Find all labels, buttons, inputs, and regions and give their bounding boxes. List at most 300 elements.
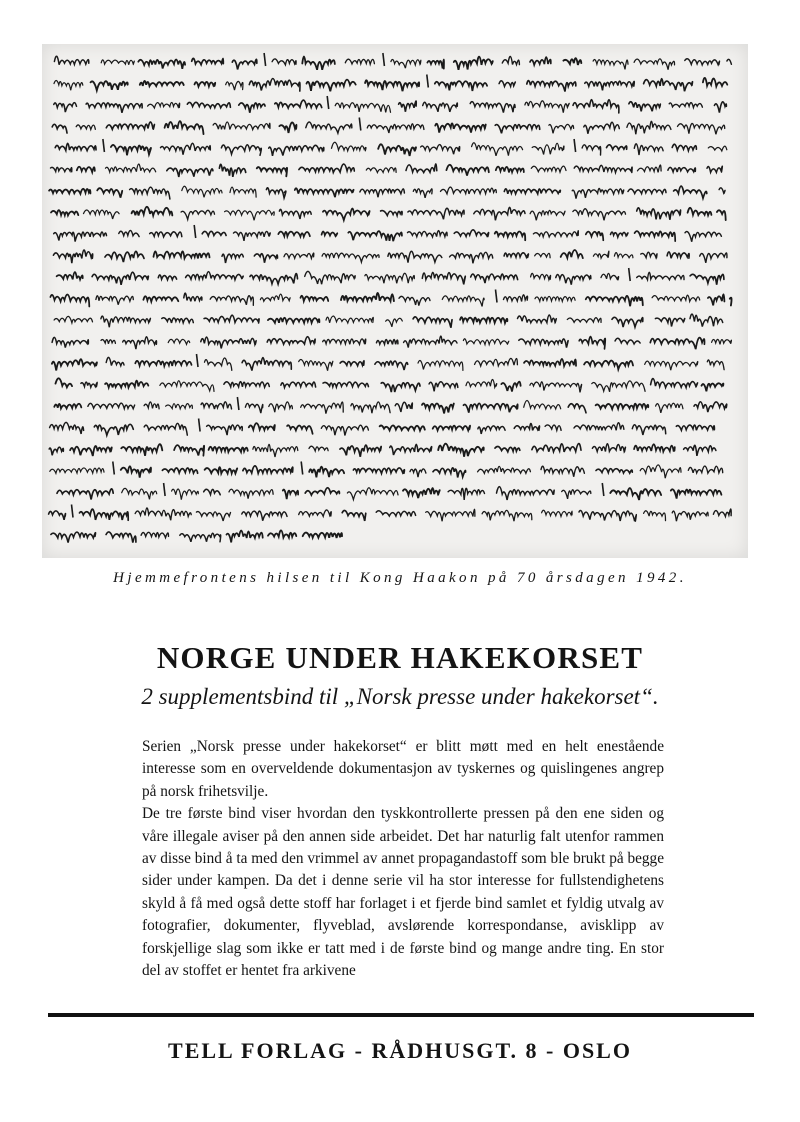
handwritten-word — [423, 102, 458, 112]
handwritten-word — [367, 124, 424, 133]
handwritten-word — [260, 294, 290, 301]
handwritten-word — [123, 337, 157, 349]
handwritten-word — [299, 360, 333, 371]
handwritten-word — [106, 164, 156, 172]
handwritten-word — [225, 210, 275, 220]
handwritten-word — [586, 296, 643, 306]
handwritten-word — [730, 298, 732, 306]
handwritten-word — [205, 467, 238, 473]
handwritten-word — [614, 253, 633, 258]
handwritten-word — [470, 102, 515, 113]
handwritten-word — [717, 210, 726, 220]
handwritten-word — [406, 164, 437, 173]
handwritten-word — [482, 510, 532, 521]
handwritten-word — [435, 123, 485, 132]
handwritten-word — [442, 296, 484, 307]
handwritten-word — [323, 382, 368, 387]
handwritten-word — [472, 143, 523, 156]
handwritten-word — [295, 188, 354, 197]
handwritten-word — [106, 532, 136, 543]
handwritten-word — [651, 379, 698, 388]
handwritten-word — [464, 403, 518, 412]
handwritten-word — [230, 187, 256, 197]
handwritten-word — [105, 251, 144, 262]
handwritten-word — [309, 467, 344, 478]
handwritten-word — [322, 231, 338, 236]
handwritten-word — [201, 402, 231, 409]
handwritten-word — [579, 510, 636, 521]
handwritten-word — [645, 361, 698, 370]
handwritten-word — [584, 122, 620, 133]
handwritten-word — [242, 511, 287, 521]
handwritten-word — [380, 425, 425, 430]
handwritten-word — [669, 103, 702, 108]
handwritten-word — [582, 145, 601, 155]
handwritten-word — [713, 509, 731, 516]
handwritten-word — [525, 101, 569, 113]
handwritten-word — [201, 337, 256, 348]
handwritten-word — [70, 446, 112, 456]
handwritten-word — [532, 143, 564, 154]
handwritten-word — [450, 252, 493, 263]
handwritten-word — [573, 209, 626, 221]
handwritten-word — [55, 143, 96, 150]
handwritten-mark — [383, 53, 385, 66]
handwritten-word — [57, 489, 113, 500]
handwritten-word — [532, 444, 581, 452]
handwritten-word — [340, 361, 364, 366]
handwritten-word — [593, 60, 628, 70]
handwritten-word — [187, 102, 230, 108]
handwritten-word — [94, 424, 133, 435]
handwritten-word — [391, 59, 421, 68]
handwritten-word — [227, 531, 263, 543]
handwritten-word — [395, 402, 412, 412]
handwritten-word — [448, 488, 484, 500]
handwritten-word — [106, 357, 124, 365]
handwritten-word — [667, 252, 689, 258]
handwritten-word — [586, 232, 604, 241]
handwritten-word — [332, 142, 366, 151]
handwritten-word — [573, 100, 619, 113]
handwritten-word — [719, 188, 725, 194]
handwritten-word — [242, 358, 291, 371]
handwritten-word — [413, 317, 452, 328]
handwritten-word — [495, 125, 540, 134]
handwritten-mark — [629, 268, 631, 281]
handwritten-word — [299, 164, 354, 172]
handwritten-word — [386, 318, 403, 326]
handwritten-word — [250, 274, 298, 284]
handwritten-word — [707, 166, 722, 172]
handwritten-mark — [237, 397, 239, 410]
handwritten-word — [562, 490, 591, 499]
handwritten-word — [88, 403, 135, 409]
handwritten-word — [652, 295, 700, 301]
handwritten-word — [181, 210, 214, 219]
handwritten-mark — [427, 75, 429, 88]
handwritten-word — [700, 253, 727, 263]
page-subtitle: 2 supplementsbind til „Norsk presse under hakekorset“. — [141, 684, 659, 709]
handwritten-word — [219, 164, 245, 177]
handwritten-word — [641, 252, 657, 258]
handwritten-word — [672, 511, 708, 521]
handwritten-word — [688, 208, 712, 215]
handwritten-word — [221, 145, 261, 156]
handwritten-word — [429, 382, 458, 392]
handwritten-word — [637, 208, 681, 220]
paragraph-2: De tre første bind viser hvordan den tyskkontrollerte pressen på den ene siden og våre illegale aviser på den annen side arbeidet. Det har naturlig falt utenfor rammen av disse bind å ta med den vrimmel av annet propagandastoff som ble brukt på begge sider under kampen. Da det i denne serie vil ha stor interesse for fullstendighetens skyld å få med også dette stoff har forlaget i et fjerde bind samlet et fyldig utvalg av fotografier, dokumenter, flyveblad, avslørende korrespondanse, avisklipp av forskjellige slag som ikke er tatt med i de første bind og mange andre ting. En stor del av stoffet er hentet fra arkivene — [142, 805, 664, 980]
handwritten-word — [519, 339, 568, 348]
handwritten-word — [471, 274, 518, 283]
handwritten-word — [676, 425, 714, 430]
handwritten-word — [303, 533, 342, 538]
handwritten-word — [81, 382, 97, 387]
handwritten-word — [375, 361, 408, 370]
handwritten-word — [518, 315, 557, 323]
handwritten-word — [634, 444, 675, 451]
handwritten-word — [192, 58, 224, 64]
handwritten-word — [535, 253, 550, 257]
handwritten-word — [615, 338, 640, 344]
handwritten-word — [268, 530, 296, 537]
handwritten-word — [390, 444, 432, 455]
handwritten-word — [76, 125, 95, 129]
handwritten-word — [634, 144, 663, 155]
handwritten-mark — [327, 96, 329, 109]
handwritten-word — [421, 145, 460, 155]
handwritten-mark — [103, 139, 105, 152]
handwritten-word — [668, 167, 695, 172]
handwritten-word — [54, 316, 92, 322]
handwritten-word — [348, 231, 402, 241]
handwritten-word — [635, 231, 676, 241]
handwritten-word — [51, 532, 96, 542]
handwritten-word — [167, 168, 213, 177]
handwritten-word — [269, 145, 324, 156]
handwritten-word — [607, 145, 627, 150]
handwritten-word — [135, 361, 191, 366]
handwritten-word — [638, 165, 662, 172]
handwritten-word — [567, 318, 601, 323]
body-text — [142, 736, 664, 982]
handwritten-word — [495, 231, 525, 240]
handwritten-word — [727, 59, 732, 64]
handwritten-word — [245, 403, 262, 413]
handwritten-mark — [264, 53, 266, 66]
handwritten-word — [381, 211, 403, 216]
handwritten-word — [376, 511, 415, 517]
handwritten-word — [408, 231, 448, 237]
handwritten-word — [427, 59, 444, 68]
handwritten-word — [378, 144, 416, 156]
handwritten-word — [224, 382, 269, 388]
handwritten-word — [596, 404, 649, 409]
handwritten-word — [627, 121, 671, 134]
publisher-address: TELL FORLAG - RÅDHUSGT. 8 - OSLO — [168, 1038, 632, 1063]
handwritten-word — [541, 466, 584, 477]
handwritten-word — [326, 316, 373, 323]
handwritten-word — [182, 186, 222, 197]
handwritten-word — [96, 296, 133, 305]
handwritten-word — [640, 465, 681, 478]
handwritten-word — [601, 273, 619, 279]
handwritten-word — [545, 425, 561, 430]
handwritten-word — [51, 167, 72, 171]
handwritten-word — [172, 489, 199, 500]
handwritten-word — [52, 359, 97, 370]
handwritten-word — [707, 360, 724, 370]
handwritten-word — [422, 272, 465, 284]
handwritten-word — [628, 189, 666, 194]
handwritten-word — [321, 425, 368, 435]
handwritten-word — [644, 511, 666, 521]
handwritten-word — [504, 253, 528, 258]
handwritten-word — [269, 402, 293, 412]
handwritten-word — [685, 59, 720, 65]
handwritten-word — [266, 188, 285, 198]
handwritten-word — [533, 231, 578, 237]
handwritten-word — [399, 101, 417, 112]
handwritten-word — [204, 489, 221, 494]
handwritten-word — [243, 466, 293, 473]
handwritten-word — [184, 293, 202, 301]
handwritten-word — [495, 446, 520, 451]
handwritten-word — [404, 336, 457, 347]
handwritten-word — [138, 60, 185, 69]
handwritten-word — [281, 382, 316, 387]
handwritten-word — [593, 251, 609, 258]
handwritten-word — [514, 424, 539, 431]
handwritten-word — [202, 231, 226, 235]
handwritten-word — [196, 512, 230, 521]
handwritten-word — [84, 210, 120, 219]
handwritten-word — [690, 274, 724, 284]
photo-caption: Hjemmefrontens hilsen til Kong Haakon på 70 årsdagen 1942. — [113, 570, 687, 586]
handwriting-scribbles — [42, 44, 748, 558]
handwritten-word — [360, 189, 405, 197]
handwritten-word — [283, 490, 298, 500]
handwritten-word — [433, 426, 470, 431]
handwritten-word — [158, 275, 176, 280]
handwritten-word — [49, 447, 63, 455]
handwritten-word — [650, 338, 704, 350]
handwritten-word — [106, 122, 154, 129]
handwritten-word — [418, 360, 463, 370]
handwritten-word — [610, 488, 661, 500]
handwritten-word — [254, 254, 277, 263]
handwritten-word — [454, 230, 489, 237]
handwritten-word — [496, 167, 524, 173]
handwritten-word — [531, 273, 551, 279]
handwritten-word — [637, 272, 684, 279]
handwritten-word — [499, 81, 515, 87]
handwritten-word — [205, 358, 232, 370]
handwritten-word — [144, 402, 159, 409]
handwritten-word — [135, 508, 191, 520]
handwritten-word — [703, 78, 727, 87]
handwritten-word — [148, 103, 180, 108]
handwritten-word — [474, 207, 525, 220]
handwritten-word — [253, 444, 298, 457]
handwritten-word — [351, 402, 390, 413]
handwritten-word — [527, 81, 576, 92]
handwritten-word — [531, 166, 566, 172]
handwritten-word — [353, 468, 404, 473]
handwritten-word — [708, 294, 725, 305]
handwritten-word — [174, 445, 204, 456]
handwritten-word — [530, 210, 565, 220]
handwritten-word — [694, 402, 727, 412]
handwritten-word — [166, 404, 193, 409]
handwritten-word — [287, 425, 313, 434]
handwritten-word — [632, 425, 665, 435]
handwritten-word — [549, 124, 574, 133]
handwritten-mark — [199, 419, 201, 432]
handwritten-mark — [72, 505, 74, 518]
handwritten-word — [563, 58, 581, 65]
handwritten-word — [160, 381, 214, 392]
handwritten-word — [97, 188, 122, 198]
handwritten-mark — [602, 483, 604, 496]
handwritten-word — [463, 339, 508, 345]
handwritten-word — [403, 488, 440, 498]
handwritten-word — [121, 444, 162, 456]
handwritten-word — [154, 251, 210, 258]
handwritten-word — [592, 444, 625, 452]
handwritten-word — [530, 57, 551, 65]
handwritten-word — [568, 404, 586, 413]
handwritten-word — [322, 253, 379, 262]
handwritten-word — [366, 168, 396, 173]
handwritten-word — [307, 80, 356, 92]
handwritten-word — [49, 189, 90, 194]
handwritten-word — [272, 59, 296, 65]
handwritten-mark — [496, 290, 498, 303]
handwritten-word — [535, 296, 575, 301]
handwritten-word — [341, 293, 394, 301]
handwritten-word — [284, 253, 314, 258]
handwritten-word — [249, 78, 300, 91]
handwritten-word — [714, 102, 726, 113]
handwritten-word — [101, 316, 151, 327]
handwritten-word — [119, 231, 139, 237]
handwritten-word — [239, 103, 265, 113]
handwritten-word — [140, 81, 184, 86]
handwritten-word — [204, 315, 259, 323]
handwritten-word — [234, 231, 271, 240]
handwritten-word — [165, 121, 204, 134]
handwritten-word — [612, 317, 643, 327]
handwritten-word — [708, 146, 727, 151]
handwritten-word — [141, 532, 168, 537]
handwritten-word — [121, 466, 151, 477]
handwritten-word — [302, 57, 335, 70]
handwritten-word — [478, 466, 531, 473]
handwritten-word — [50, 468, 104, 473]
handwritten-word — [478, 426, 505, 434]
handwritten-word — [672, 144, 696, 150]
handwritten-word — [186, 272, 244, 280]
handwritten-word — [454, 57, 493, 70]
handwritten-word — [592, 381, 645, 392]
handwritten-word — [340, 445, 381, 457]
handwritten-word — [50, 422, 84, 434]
handwritten-word — [688, 466, 722, 473]
handwritten-word — [278, 232, 310, 237]
page-title: NORGE UNDER HAKEKORSET — [156, 640, 644, 675]
handwritten-word — [504, 189, 560, 194]
handwritten-word — [268, 318, 320, 323]
handwritten-word — [305, 271, 355, 284]
handwritten-word — [323, 209, 370, 221]
handwritten-mark — [197, 354, 199, 367]
handwritten-word — [101, 340, 115, 344]
handwritten-word — [226, 81, 243, 90]
handwritten-letter-photo — [42, 44, 748, 558]
handwritten-word — [162, 318, 194, 323]
handwritten-word — [143, 296, 178, 301]
handwritten-word — [195, 82, 216, 87]
handwritten-word — [111, 145, 151, 155]
handwritten-word — [279, 122, 296, 133]
handwritten-word — [634, 59, 674, 70]
handwritten-word — [299, 510, 332, 516]
handwritten-word — [502, 56, 519, 64]
handwritten-word — [410, 469, 426, 477]
handwritten-word — [345, 59, 374, 64]
handwritten-word — [542, 510, 573, 516]
handwritten-word — [229, 489, 273, 498]
handwritten-word — [585, 81, 634, 90]
handwritten-word — [52, 337, 88, 347]
handwritten-word — [257, 167, 287, 176]
handwritten-word — [413, 189, 432, 198]
handwritten-word — [446, 165, 488, 176]
handwritten-word — [249, 423, 275, 430]
handwritten-word — [232, 59, 257, 69]
handwritten-word — [579, 337, 605, 349]
handwritten-word — [51, 210, 78, 215]
handwritten-word — [54, 404, 81, 409]
handwritten-word — [611, 232, 628, 237]
handwritten-word — [712, 339, 732, 344]
handwritten-word — [365, 80, 419, 91]
handwritten-mark — [113, 462, 115, 475]
handwritten-word — [377, 340, 398, 345]
handwritten-word — [441, 187, 497, 194]
handwritten-word — [556, 275, 591, 285]
handwritten-word — [209, 447, 248, 452]
handwritten-word — [466, 379, 497, 387]
handwritten-word — [309, 446, 328, 451]
handwritten-word — [644, 79, 693, 92]
handwritten-word — [347, 488, 398, 500]
handwritten-word — [267, 337, 315, 345]
handwritten-word — [656, 403, 683, 413]
handwritten-word — [629, 102, 661, 112]
divider-rule — [48, 1013, 754, 1017]
handwritten-word — [524, 359, 576, 366]
handwritten-word — [77, 167, 95, 172]
handwritten-word — [435, 81, 487, 91]
handwritten-word — [460, 317, 507, 323]
handwritten-word — [275, 100, 322, 108]
handwritten-word — [501, 382, 520, 392]
handwritten-word — [342, 511, 366, 521]
handwritten-word — [301, 402, 344, 414]
handwritten-word — [655, 318, 684, 327]
